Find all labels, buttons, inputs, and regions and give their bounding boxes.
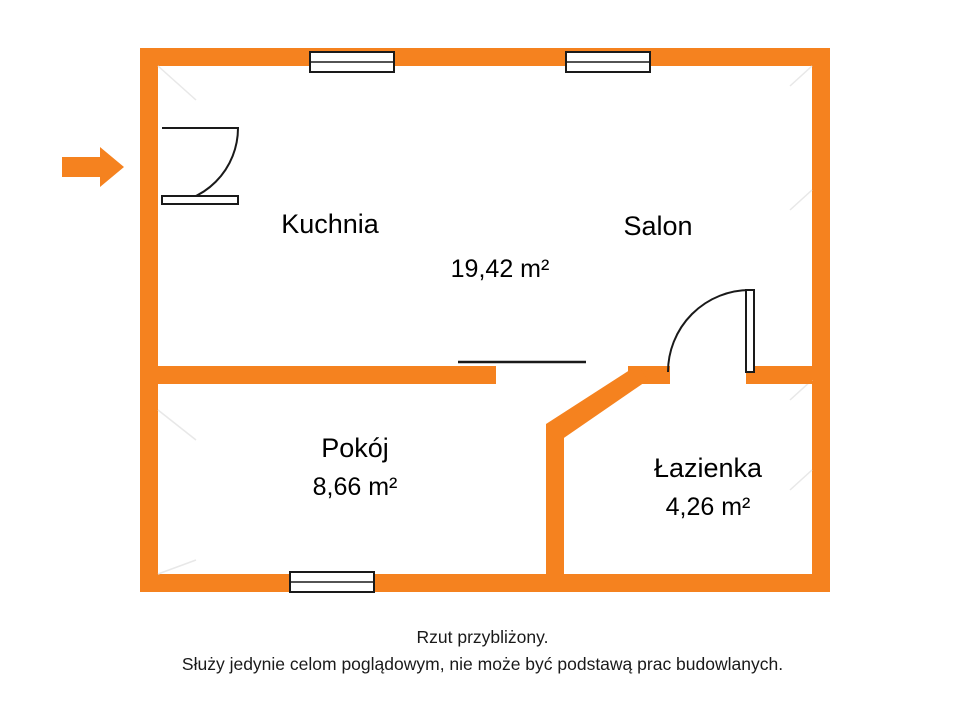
room-name-salon: Salon <box>623 211 693 241</box>
room-label-lazienka <box>608 452 808 523</box>
room-area-value-salon: 19,42 m² <box>450 255 550 283</box>
room-name-lazienka: Łazienka <box>653 453 763 483</box>
room-label-pokoj <box>255 432 455 503</box>
door-entrance <box>158 126 238 204</box>
disclaimer-line-2: Służy jedynie celom poglądowym, nie może być podstawą prac budowlanych. <box>181 654 784 675</box>
door-bathroom <box>668 290 754 372</box>
room-name-kuchnia: Kuchnia <box>281 209 379 239</box>
window-top-left <box>310 52 394 72</box>
room-area-salon <box>400 248 600 285</box>
disclaimer <box>0 624 965 678</box>
room-area-value-pokoj: 8,66 m² <box>312 472 398 501</box>
room-area-value-lazienka: 4,26 m² <box>665 492 751 521</box>
window-top-right <box>566 52 650 72</box>
window-bottom <box>290 572 374 592</box>
disclaimer-line-1: Rzut przybliżony. <box>416 627 549 647</box>
room-label-salon <box>558 210 758 244</box>
entrance-arrow <box>62 147 124 187</box>
room-name-pokoj: Pokój <box>321 433 389 463</box>
room-label-kuchnia <box>230 208 430 242</box>
